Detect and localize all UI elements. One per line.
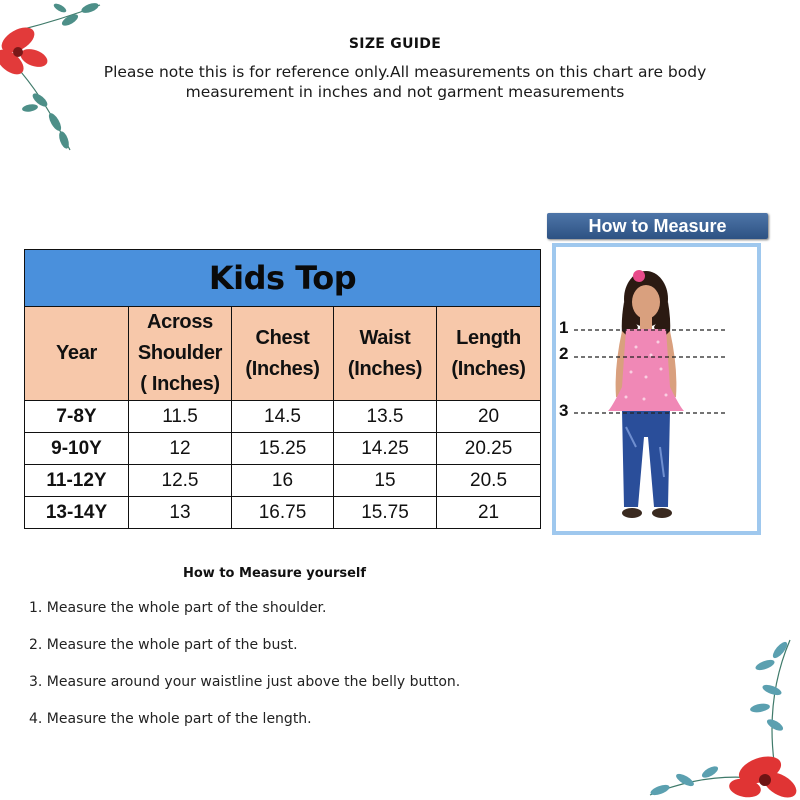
column-header-line: Year xyxy=(55,342,98,364)
table-title: Kids Top xyxy=(25,250,541,307)
girl-model-illustration xyxy=(556,247,757,531)
column-header-line: Across xyxy=(146,311,213,333)
measurement-cell: 16.75 xyxy=(232,497,334,529)
page-title: SIZE GUIDE xyxy=(348,36,442,52)
column-header-line: (Inches) xyxy=(245,357,320,380)
column-header-line: Length xyxy=(456,326,521,349)
column-header xyxy=(232,307,334,401)
year-cell: 9-10Y xyxy=(25,433,129,465)
measurement-cell: 12.5 xyxy=(129,465,232,497)
column-header-line: Shoulder xyxy=(137,342,223,364)
column-header xyxy=(437,307,541,401)
instruction-step: 1. Measure the whole part of the shoulder. xyxy=(29,600,327,616)
measurement-cell: 16 xyxy=(232,465,334,497)
marker-shoulder: 1 xyxy=(559,318,569,337)
floral-corner-bottom-right xyxy=(630,630,800,800)
measurement-cell: 12 xyxy=(129,433,232,465)
instruction-step: 4. Measure the whole part of the length. xyxy=(29,711,312,727)
size-chart-table xyxy=(24,249,541,529)
table-row xyxy=(25,433,541,465)
column-header xyxy=(129,307,232,401)
how-to-measure-banner: How to Measure xyxy=(547,213,768,239)
measurement-cell: 21 xyxy=(437,497,541,529)
measurement-cell: 15.75 xyxy=(334,497,437,529)
measurement-cell: 20.25 xyxy=(437,433,541,465)
column-header-line: (Inches) xyxy=(451,357,526,380)
measurement-cell: 14.5 xyxy=(232,401,334,433)
table-header-row xyxy=(25,307,541,401)
measurement-cell: 15.25 xyxy=(232,433,334,465)
measurement-cell: 13.5 xyxy=(334,401,437,433)
instruction-step: 3. Measure around your waistline just above the belly button. xyxy=(29,674,461,690)
instructions-list xyxy=(29,600,460,748)
table-row xyxy=(25,497,541,529)
column-header xyxy=(334,307,437,401)
measurement-cell: 11.5 xyxy=(129,401,232,433)
year-cell: 11-12Y xyxy=(25,465,129,497)
measurement-cell: 20 xyxy=(437,401,541,433)
column-header xyxy=(25,307,129,401)
measurement-cell: 15 xyxy=(334,465,437,497)
instruction-step: 2. Measure the whole part of the bust. xyxy=(29,637,298,653)
column-header-line: (Inches) xyxy=(347,357,423,380)
table-row xyxy=(25,465,541,497)
column-header-line: Chest xyxy=(255,326,310,349)
marker-waist: 3 xyxy=(559,401,569,420)
measurement-cell: 13 xyxy=(129,497,232,529)
year-cell: 7-8Y xyxy=(25,401,129,433)
column-header-line: Waist xyxy=(359,326,411,349)
model-photo-frame xyxy=(552,243,761,535)
year-cell: 13-14Y xyxy=(25,497,129,529)
table-row xyxy=(25,401,541,433)
reference-note: Please note this is for reference only.All measurements on this chart are body measurement in inches and not garment measurements xyxy=(103,63,707,101)
instructions-title: How to Measure yourself xyxy=(183,566,367,581)
measurement-cell: 14.25 xyxy=(334,433,437,465)
marker-bust: 2 xyxy=(559,344,569,363)
measurement-cell: 20.5 xyxy=(437,465,541,497)
column-header-line: ( Inches) xyxy=(140,373,220,395)
